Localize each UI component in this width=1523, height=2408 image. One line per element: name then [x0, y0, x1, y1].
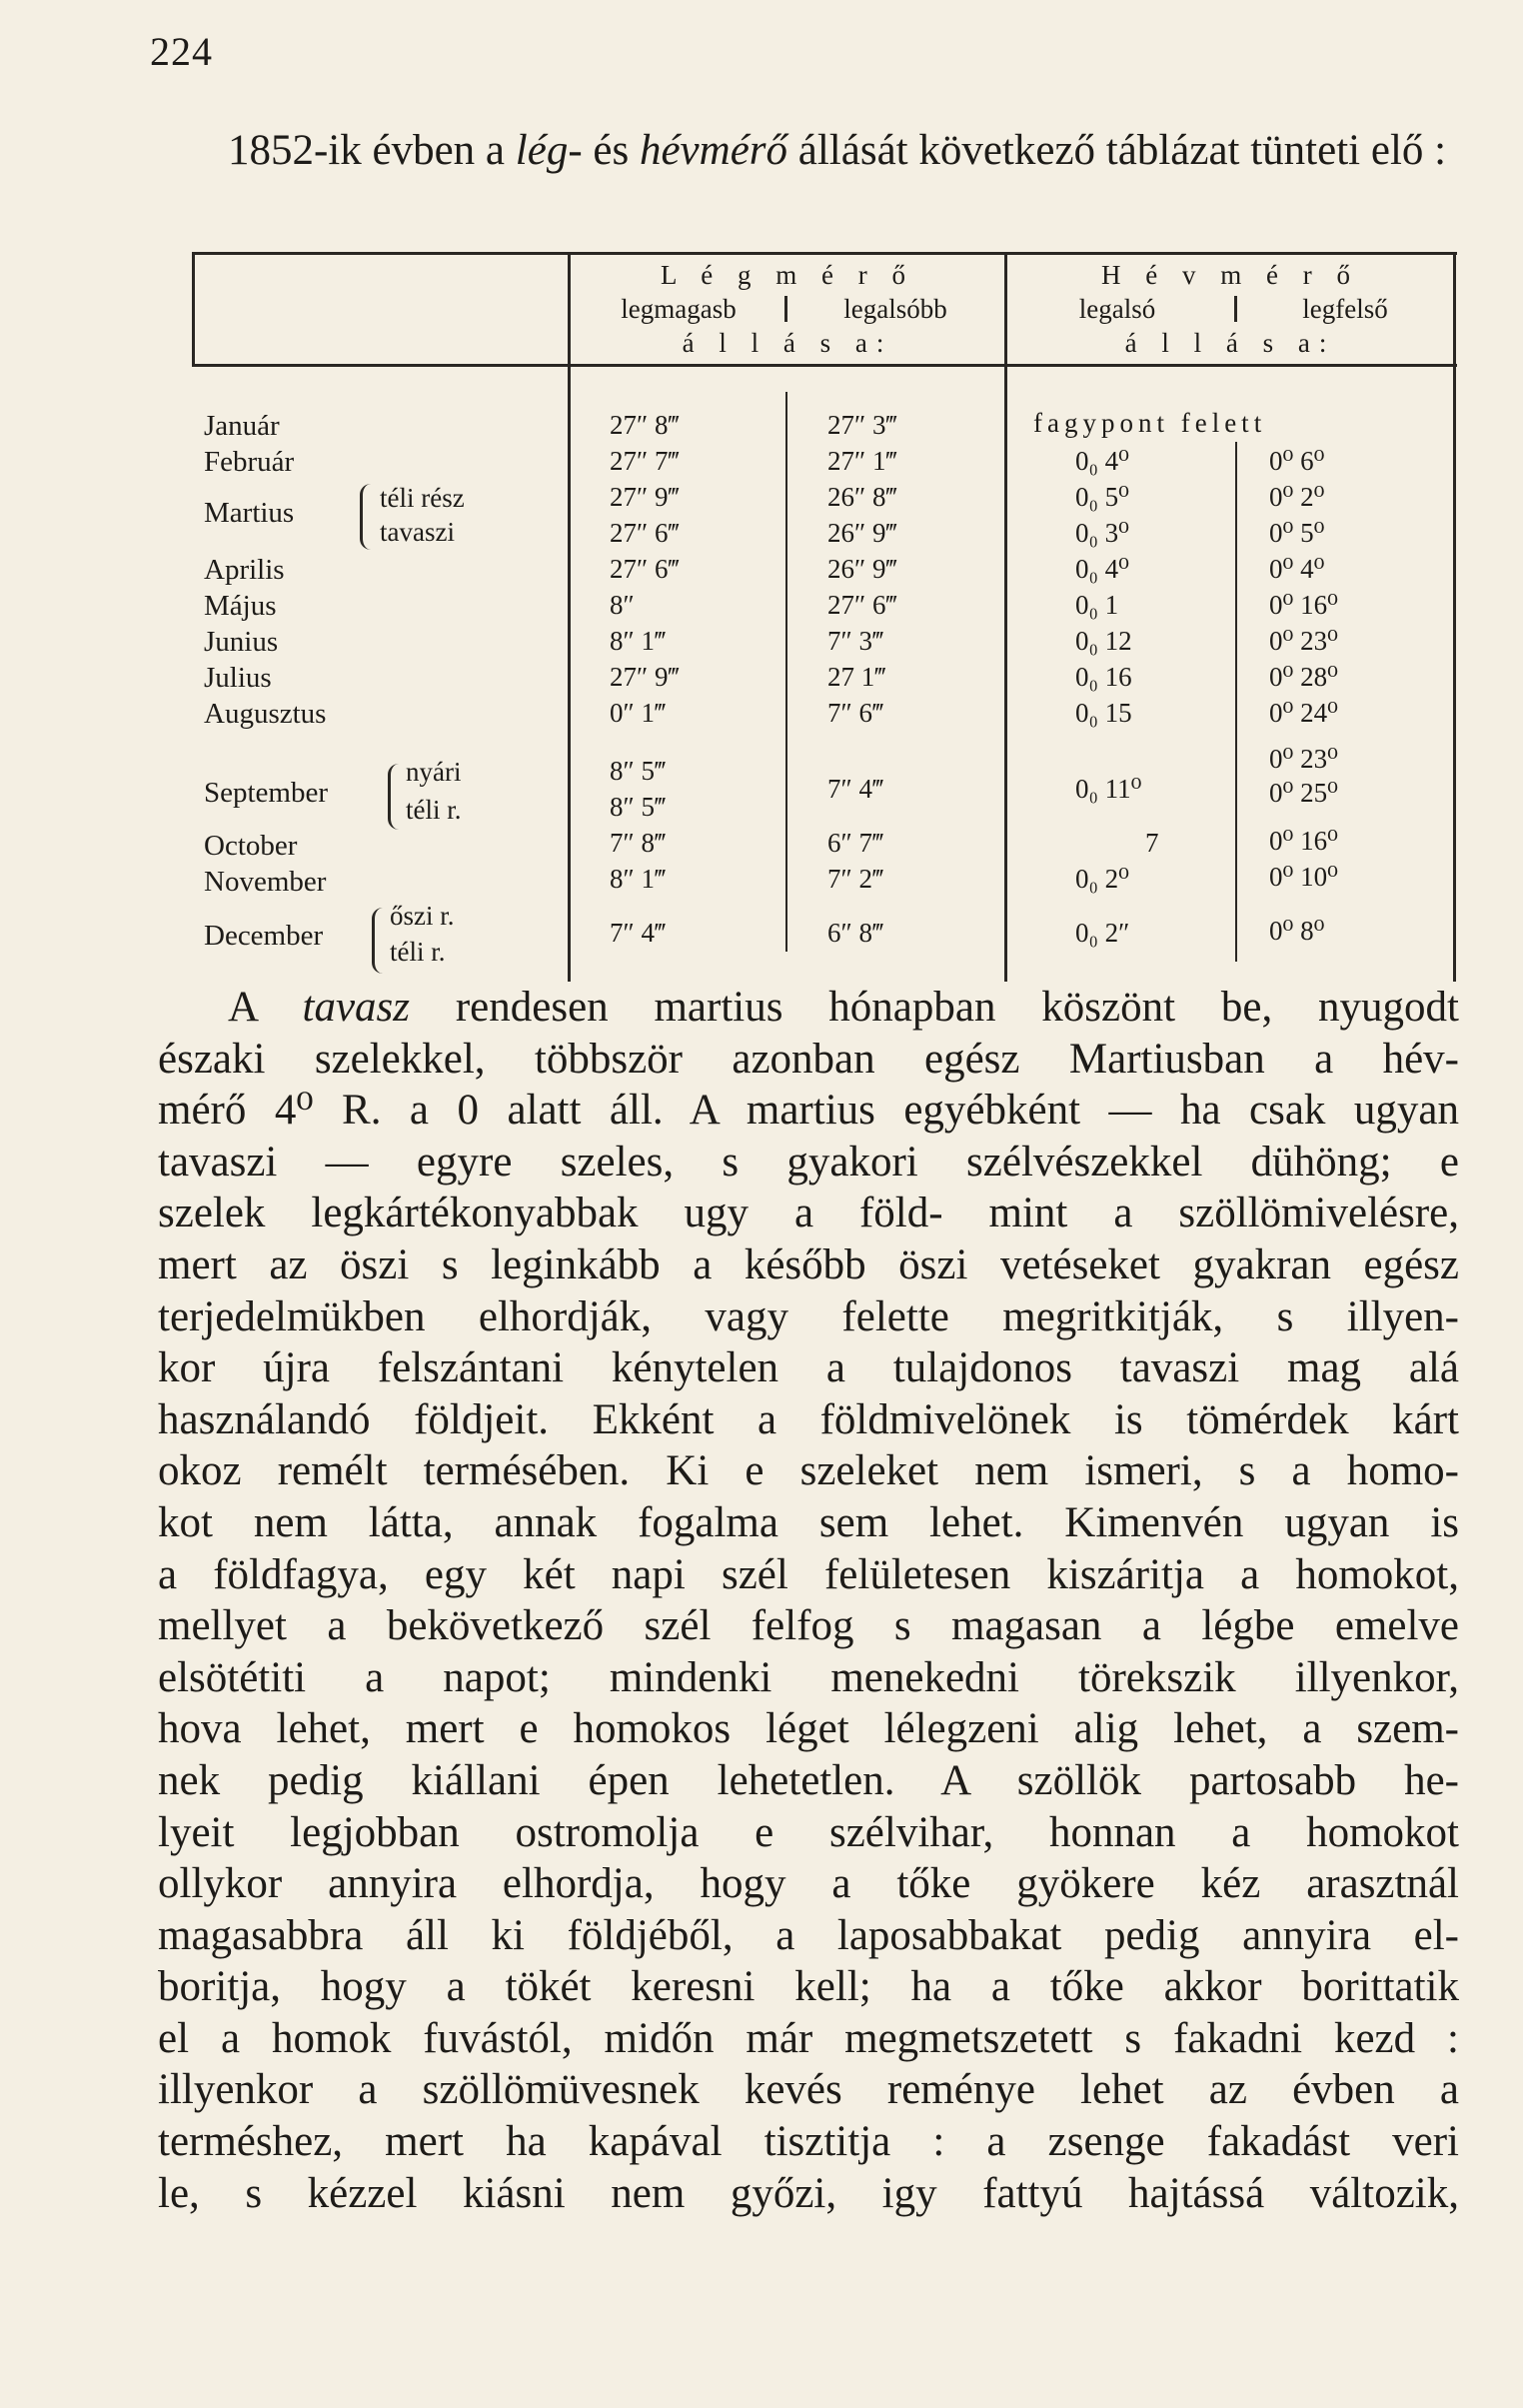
month-label: Junius [204, 626, 279, 658]
body-line: tavaszi — egyre szeles, s gyakori szélvészekkel dühöng; e [158, 1138, 1459, 1186]
month-label: Martius [204, 497, 295, 529]
legmin-value: 6″ 7‴ [827, 828, 884, 858]
legmin-value: 7″ 2‴ [827, 864, 884, 894]
legmax-value: 27″ 9‴ [610, 482, 680, 512]
september-brace [388, 764, 399, 830]
legmax-value: 27″ 7‴ [610, 446, 680, 476]
legmero-allasa: á l l á s a: [682, 328, 893, 358]
body-line: mert az öszi s leginkább a később öszi vetéseket gyakran egész [158, 1240, 1459, 1288]
month-label: Január [204, 410, 280, 442]
body-line: nek pedig kiállani épen lehetetlen. A szöllök partosabb he- [158, 1756, 1459, 1804]
month-sublabel: téli rész [380, 483, 465, 513]
legmin-value: 26″ 9‴ [827, 554, 897, 584]
body-line: magasabbra áll ki földjéből, a laposabbakat pedig annyira el- [158, 1911, 1459, 1959]
hevmax-value: 0⁰ 8⁰ [1269, 916, 1325, 946]
body-line: terméshez, mert ha kapával tisztitja : a zsenge fakadást veri [158, 2118, 1459, 2166]
body-text: A [228, 984, 303, 1031]
intro-em-hevmero: hévmérő [639, 127, 788, 174]
legmax-value: 8″ 1‴ [610, 864, 667, 894]
table-header-rule [192, 364, 1457, 367]
legmero-col1-header: legmagasb [621, 294, 737, 324]
legmero-divider [784, 296, 787, 322]
legmin-value: 26″ 9‴ [827, 518, 897, 548]
legmax-value: 27″ 9‴ [610, 662, 680, 692]
hevmero-title: H é v m é r ő [1101, 260, 1359, 290]
hevmero-col2-header: legfelső [1302, 294, 1388, 324]
table-left-rule [192, 252, 195, 364]
body-line: kor újra felszántani kénytelen a tulajdonos tavaszi mag alá [158, 1344, 1459, 1392]
body-line: mérő 4⁰ R. a 0 alatt áll. A martius egyébként — ha csak ugyan [158, 1087, 1459, 1135]
hevmin-value: 0₀ 12 [1075, 626, 1132, 656]
page-number: 224 [150, 29, 213, 74]
month-label: December [204, 920, 324, 952]
month-label: November [204, 866, 327, 898]
legmax-value: 8″ 1‴ [610, 626, 667, 656]
fagypont-note: fagypont felett [1033, 408, 1267, 438]
body-line: le, s kézzel kiásni nem győzi, igy fattyú hajtássá változik, [158, 2169, 1459, 2217]
body-line: szelek legkártékonyabbak ugy a föld- mint a szöllömivelésre, [158, 1190, 1459, 1237]
table-col-rule-thin [785, 392, 787, 952]
hevmax-value: 0⁰ 6⁰ [1269, 446, 1325, 476]
legmax-value: 27″ 6‴ [610, 518, 680, 548]
month-label: Február [204, 446, 295, 478]
month-sublabel: tavaszi [380, 517, 455, 547]
month-sublabel: téli r. [390, 937, 446, 967]
month-label: Aprilis [204, 554, 285, 586]
hevmax-value: 0⁰ 24⁰ [1269, 698, 1338, 728]
december-brace [372, 908, 383, 974]
legmax-value: 8″ 5‴ [610, 792, 667, 822]
legmero-title: L é g m é r ő [661, 260, 914, 290]
body-em-tavasz: tavasz [302, 984, 411, 1031]
legmax-value: 0″ 1‴ [610, 698, 667, 728]
hevmin-value: 0₀ 1 [1075, 590, 1119, 620]
hevmin-value: 0₀ 2″ [1075, 918, 1130, 948]
body-line: lyeit legjobban ostromolja e szélvihar, honnan a homokot [158, 1808, 1459, 1856]
body-line: kot nem látta, annak fogalma sem lehet. Kimenvén ugyan is [158, 1498, 1459, 1546]
legmax-value: 8″ 5‴ [610, 756, 667, 786]
hevmax-value: 0⁰ 4⁰ [1269, 554, 1325, 584]
hevmax-value: 0⁰ 23⁰ [1269, 626, 1338, 656]
hevmax-value: 0⁰ 25⁰ [1269, 778, 1338, 808]
hevmin-value: 0₀ 11⁰ [1075, 774, 1142, 804]
month-sublabel: téli r. [406, 795, 462, 825]
martius-brace [360, 484, 371, 550]
weather-table [192, 252, 1457, 982]
hevmax-value: 0⁰ 5⁰ [1269, 518, 1325, 548]
month-label: Augusztus [204, 698, 327, 730]
body-line: terjedelmükben elhordják, vagy felette megritkitják, s illyen- [158, 1292, 1459, 1340]
month-label: Julius [204, 662, 272, 694]
body-line: el a homok fuvástól, midőn már megmetszetett s fakadni kezd : [158, 2014, 1459, 2062]
hevmin-value: 0₀ 15 [1075, 698, 1132, 728]
hevmin-value: 0₀ 4⁰ [1075, 554, 1129, 584]
hevmin-value: 0₀ 16 [1075, 662, 1132, 692]
month-label: Május [204, 590, 277, 622]
intro-text: 1852-ik évben a [228, 127, 516, 174]
legmin-value: 27″ 3‴ [827, 410, 897, 440]
hevmax-value: 0⁰ 2⁰ [1269, 482, 1325, 512]
hevmin-value: 7 [1145, 828, 1159, 858]
table-col-rule [1004, 252, 1007, 982]
body-line: mellyet a bekövetkező szél felfog s magasan a légbe emelve [158, 1602, 1459, 1650]
body-line: használandó földjeit. Ekként a földmivelönek is tömérdek kárt [158, 1395, 1459, 1443]
legmax-value: 7″ 4‴ [610, 918, 667, 948]
hevmax-value: 0⁰ 10⁰ [1269, 862, 1338, 892]
body-line: a földfagya, egy két napi szél felületesen kiszáritja a homokot, [158, 1550, 1459, 1598]
hevmax-value: 0⁰ 28⁰ [1269, 662, 1338, 692]
legmin-value: 27″ 6‴ [827, 590, 897, 620]
body-line: boritja, hogy a tökét keresni kell; ha a tőke akkor borittatik [158, 1963, 1459, 2011]
legmin-value: 27 1‴ [827, 662, 886, 692]
legmin-value: 26″ 8‴ [827, 482, 897, 512]
legmero-col2-header: legalsóbb [843, 294, 947, 324]
hevmax-value: 0⁰ 16⁰ [1269, 826, 1338, 856]
body-text: rendesen martius hónapban köszönt be, nyugodt [410, 984, 1459, 1031]
month-label: September [204, 777, 329, 809]
intro-text: állását következő táblázat tünteti elő : [787, 127, 1447, 174]
hevmero-allasa: á l l á s a: [1124, 328, 1336, 358]
table-col-rule [568, 252, 571, 982]
table-col-rule [1453, 252, 1456, 982]
legmax-value: 27″ 8‴ [610, 410, 680, 440]
hevmax-value: 0⁰ 16⁰ [1269, 590, 1338, 620]
legmin-value: 7″ 3‴ [827, 626, 884, 656]
hevmin-value: 0₀ 5⁰ [1075, 482, 1129, 512]
legmin-value: 7″ 6‴ [827, 698, 884, 728]
table-top-rule [192, 252, 1457, 255]
body-paragraph [158, 982, 1459, 2219]
intro-em-leg: lég- [515, 127, 583, 174]
legmax-value: 27″ 6‴ [610, 554, 680, 584]
body-line: illyenkor a szöllömüvesnek kevés reménye lehet az évben a [158, 2066, 1459, 2114]
legmax-value: 7″ 8‴ [610, 828, 667, 858]
month-sublabel: nyári [406, 757, 462, 787]
intro-paragraph [158, 122, 1459, 180]
legmin-value: 7″ 4‴ [827, 774, 884, 804]
hevmin-value: 0₀ 4⁰ [1075, 446, 1129, 476]
legmin-value: 6″ 8‴ [827, 918, 884, 948]
body-line [158, 982, 1459, 1034]
legmin-value: 27″ 1‴ [827, 446, 897, 476]
intro-text: és [582, 127, 640, 174]
table-col-rule-thin [1235, 442, 1237, 962]
month-sublabel: őszi r. [390, 901, 455, 931]
body-line: elsötétiti a napot; mindenki menekedni törekszik illyenkor, [158, 1653, 1459, 1701]
body-line: okoz remélt termésében. Ki e szeleket nem ismeri, s a homo- [158, 1447, 1459, 1495]
legmax-value: 8″ [610, 590, 635, 620]
hevmero-col1-header: legalsó [1078, 294, 1156, 324]
hevmero-divider [1234, 296, 1237, 322]
month-label: October [204, 830, 298, 862]
hevmin-value: 0₀ 3⁰ [1075, 518, 1129, 548]
body-line: hova lehet, mert e homokos léget lélegzeni alig lehet, a szem- [158, 1705, 1459, 1753]
body-line: északi szelekkel, többször azonban egész Martiusban a hév- [158, 1035, 1459, 1083]
hevmax-value: 0⁰ 23⁰ [1269, 744, 1338, 774]
body-line: ollykor annyira elhordja, hogy a tőke gyökere kéz arasztnál [158, 1860, 1459, 1908]
hevmin-value: 0₀ 2⁰ [1075, 864, 1129, 894]
